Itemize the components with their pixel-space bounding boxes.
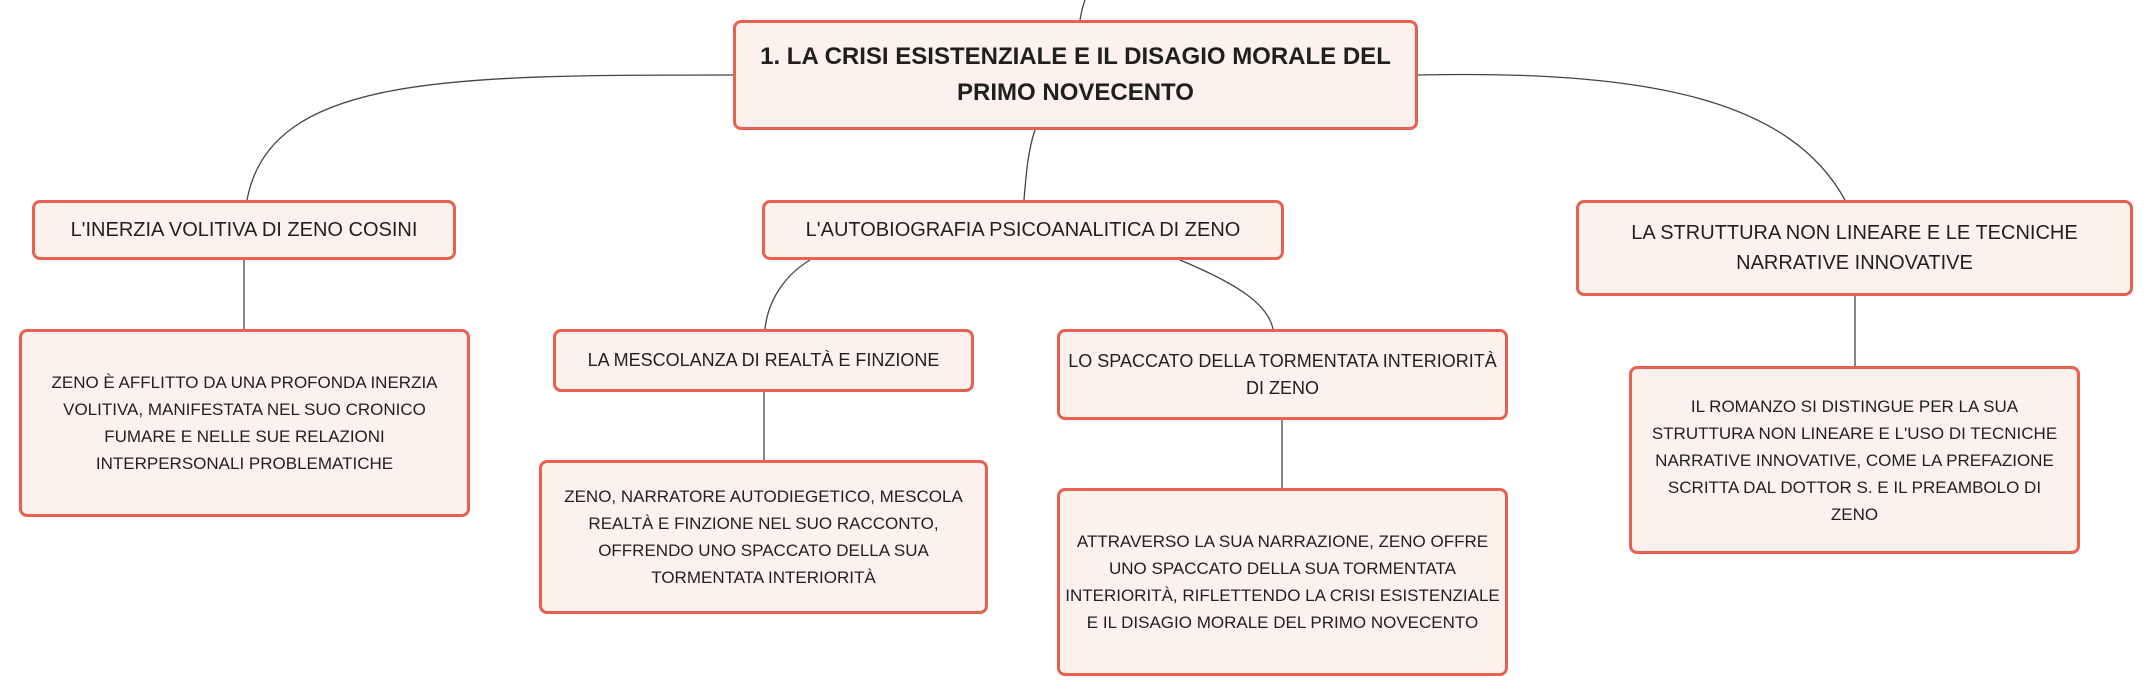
detail-spaccato-text: ATTRAVERSO LA SUA NARRAZIONE, ZENO OFFRE UNO SPACCATO DELLA SUA TORMENTATA INTERIORITÀ, RIFLETTENDO LA CRISI ESISTENZIALE E IL DISAGIO MORALE DEL PRIMO NOVECENTO	[1065, 532, 1500, 632]
connector-autobiography-to-mescolanza	[765, 260, 810, 329]
connector-root-to-structure	[1418, 74, 1845, 200]
root-topic-label: 1. LA CRISI ESISTENZIALE E IL DISAGIO MORALE DEL PRIMO NOVECENTO	[760, 43, 1391, 106]
topic-zeno-inertia[interactable]	[32, 200, 456, 260]
detail-zeno-inertia-text: ZENO È AFFLITTO DA UNA PROFONDA INERZIA VOLITIVA, MANIFESTATA NEL SUO CRONICO FUMARE E NELLE SUE RELAZIONI INTERPERSONALI PROBLEMATICHE	[51, 373, 438, 473]
detail-structure-text: IL ROMANZO SI DISTINGUE PER LA SUA STRUTTURA NON LINEARE E L'USO DI TECNICHE NARRATIVE INNOVATIVE, COME LA PREFAZIONE SCRITTA DAL DOTTOR S. E IL PREAMBOLO DI ZENO	[1651, 396, 2058, 524]
connector-root-to-zeno-inertia	[247, 75, 733, 200]
topic-structure-label: LA STRUTTURA NON LINEARE E LE TECNICHE NARRATIVE INNOVATIVE	[1631, 222, 2078, 274]
topic-autobiography[interactable]	[762, 200, 1284, 260]
detail-mescolanza[interactable]	[539, 460, 988, 614]
detail-spaccato[interactable]	[1057, 488, 1508, 676]
subtopic-mescolanza-label: LA MESCOLANZA DI REALTÀ E FINZIONE	[587, 350, 940, 370]
detail-structure[interactable]	[1629, 366, 2080, 554]
subtopic-mescolanza[interactable]	[553, 329, 974, 392]
connector-parent-root	[1080, 0, 1085, 20]
topic-structure[interactable]	[1576, 200, 2133, 296]
subtopic-spaccato[interactable]	[1057, 329, 1508, 420]
subtopic-spaccato-label: LO SPACCATO DELLA TORMENTATA INTERIORITÀ DI ZENO	[1068, 350, 1497, 398]
root-topic[interactable]	[733, 20, 1418, 130]
detail-mescolanza-text: ZENO, NARRATORE AUTODIEGETICO, MESCOLA REALTÀ E FINZIONE NEL SUO RACCONTO, OFFRENDO UNO SPACCATO DELLA SUA TORMENTATA INTERIORITÀ	[564, 487, 963, 587]
topic-autobiography-label: L'AUTOBIOGRAFIA PSICOANALITICA DI ZENO	[805, 219, 1241, 241]
connector-autobiography-to-spaccato	[1180, 260, 1273, 329]
connector-root-to-autobiography	[1024, 130, 1035, 200]
detail-zeno-inertia[interactable]	[19, 329, 470, 517]
topic-zeno-inertia-label: L'INERZIA VOLITIVA DI ZENO COSINI	[70, 219, 418, 241]
